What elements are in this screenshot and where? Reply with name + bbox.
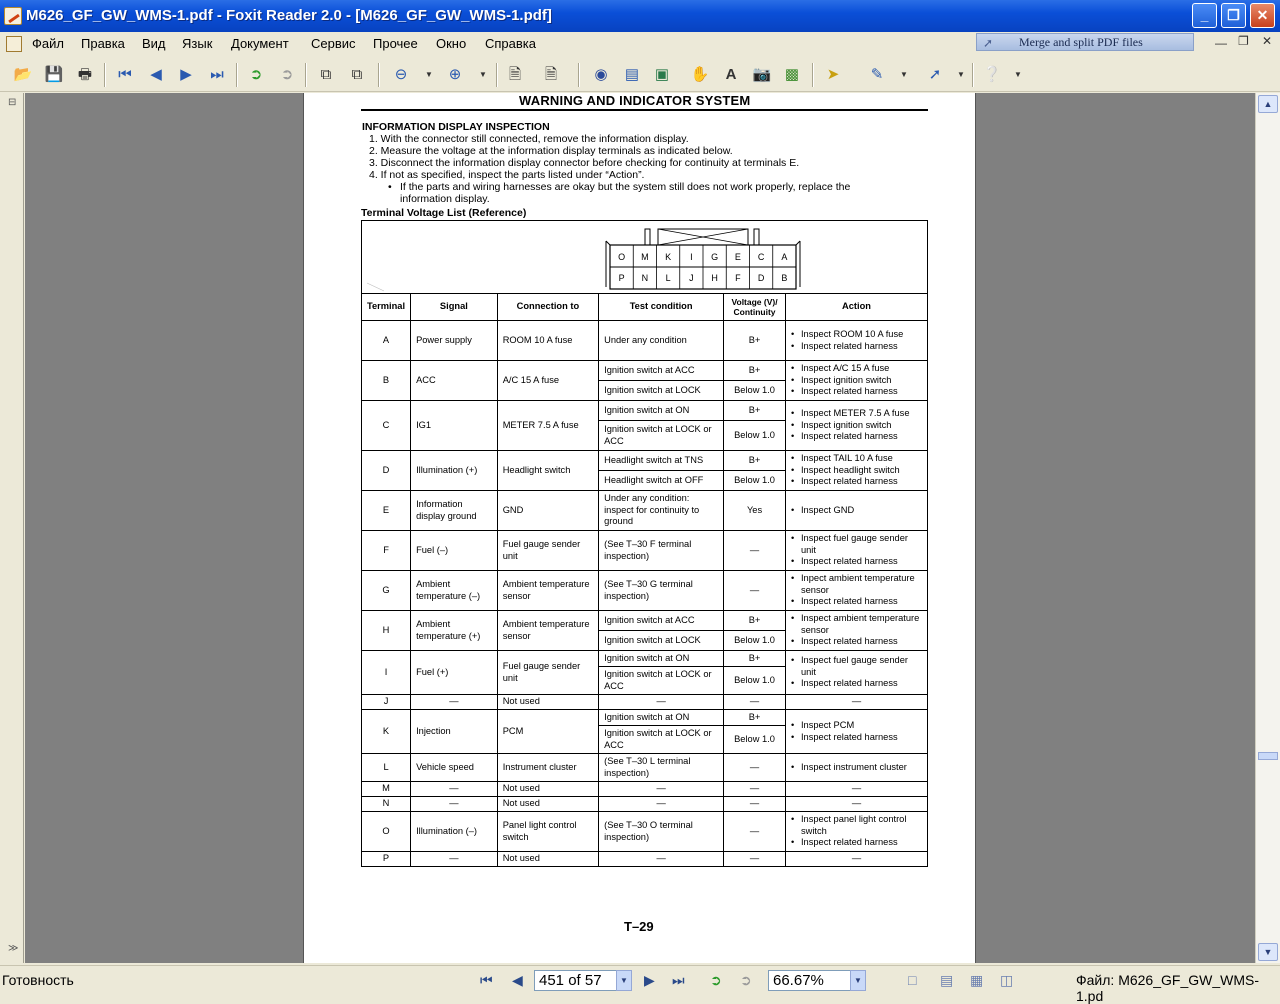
doc-restore-button[interactable]: ❐ [1238,34,1249,48]
step-3: 3. Disconnect the information display connector before checking for continuity at terminals E. [369,157,800,169]
connection-cell: Ambient temperature sensor [497,611,598,651]
table-row [362,710,928,726]
left-panel [0,93,24,963]
voltage-cell: — [724,812,786,852]
action-item: • Inspect GND [791,505,922,517]
signal-cell: — [411,797,498,812]
window-title: M626_GF_GW_WMS-1.pdf - Foxit Reader 2.0 - [M626_GF_GW_WMS-1.pdf] [26,7,552,24]
test-condition-cell: Headlight switch at OFF [599,471,724,491]
test-condition-cell: Ignition switch at LOCK [599,381,724,401]
fit-width-icon[interactable]: 🗎 [544,66,558,83]
last-page-nav-icon[interactable]: ⏭ [672,972,685,988]
voltage-cell: Below 1.0 [724,667,786,695]
terminal-cell: I [362,651,411,695]
back-nav-icon[interactable]: ➲ [710,972,722,988]
test-condition-cell: Ignition switch at ON [599,710,724,726]
action-item: • Inspect headlight switch [791,465,922,477]
status-file: Файл: M626_GF_GW_WMS-1.pd [1076,972,1259,1004]
connection-cell: Panel light control switch [497,812,598,852]
action-item: • Inspect related harness [791,732,922,744]
step-1: 1. With the connector still connected, remove the information display. [369,133,689,145]
action-cell: — [785,695,927,710]
annotate-dropdown-icon[interactable]: ▼ [900,70,908,79]
prev-page-nav-icon[interactable]: ◀ [512,972,523,988]
voltage-cell: B+ [724,651,786,667]
voltage-cell: Yes [724,491,786,531]
test-condition-cell: Ignition switch at ACC [599,361,724,381]
table-row [362,491,928,531]
menu-file[interactable]: Файл [32,36,64,51]
arrow-dropdown-icon[interactable]: ▼ [957,70,965,79]
table-row [362,695,928,710]
action-cell [785,651,927,695]
voltage-cell: B+ [724,710,786,726]
action-item: • Inspect METER 7.5 A fuse [791,408,922,420]
merge-split-label: Merge and split PDF files [1019,35,1143,49]
menu-edit[interactable]: Правка [81,36,125,51]
voltage-cell: Below 1.0 [724,471,786,491]
test-condition-cell: (See T–30 G terminal inspection) [599,571,724,611]
facing-view-icon[interactable]: ▦ [970,972,984,988]
action-item: • Inspect PCM [791,720,922,732]
signal-cell: Information display ground [411,491,498,531]
terminal-cell: G [362,571,411,611]
action-item: • Inspect fuel gauge sender unit [791,655,922,678]
toolbar [0,58,1280,92]
snapshot-icon[interactable]: 📷 [752,66,772,83]
connector-pin-label: L [665,273,671,283]
signal-cell: Fuel (+) [411,651,498,695]
next-page-nav-icon[interactable]: ▶ [644,972,655,988]
doc-close-button[interactable]: ✕ [1262,34,1273,48]
step-4: 4. If not as specified, inspect the parts listed under “Action”. [369,169,645,181]
action-item: • Inspect instrument cluster [791,762,922,774]
zoom-in-icon[interactable]: ⊕ [448,66,462,83]
col-voltage: Voltage (V)/ Continuity [724,294,786,321]
connection-cell: Headlight switch [497,451,598,491]
connector-pin-label: H [711,273,718,283]
action-item: • Inspect related harness [791,556,922,568]
pdf-page [303,93,976,963]
page-header: WARNING AND INDICATOR SYSTEM [519,93,751,108]
note-line-2: information display. [400,193,490,205]
voltage-cell: Below 1.0 [724,726,786,754]
action-item: • Inspect panel light control switch [791,814,922,837]
col-action: Action [785,294,927,321]
signal-cell: Illumination (–) [411,812,498,852]
connection-cell: GND [497,491,598,531]
close-button[interactable]: ✕ [1250,3,1275,28]
annotate-icon[interactable]: ✎ [870,66,884,83]
voltage-cell: — [724,797,786,812]
action-cell [785,451,927,491]
action-cell [785,491,927,531]
connection-cell: METER 7.5 A fuse [497,401,598,451]
connector-pin-label: K [665,252,672,262]
forward-icon[interactable]: ➲ [280,66,294,83]
action-cell [785,812,927,852]
table-row [362,651,928,667]
voltage-cell: B+ [724,361,786,381]
test-condition-cell: Ignition switch at LOCK [599,631,724,651]
menu-language[interactable]: Язык [182,36,213,51]
action-item: • Inspect related harness [791,837,922,849]
status-bar [0,965,1280,1004]
arrow-tool-icon[interactable]: ➚ [928,66,942,83]
thumbnail-icon[interactable]: ▣ [654,66,670,83]
action-item: • Inspect related harness [791,678,922,690]
signal-cell: Ambient temperature (–) [411,571,498,611]
action-cell: — [785,782,927,797]
scroll-up-icon[interactable]: ▲ [1258,95,1278,113]
continuous-view-icon[interactable]: ▤ [940,972,954,988]
signal-cell: ACC [411,361,498,401]
table-row [362,451,928,471]
action-item: • Inspect ambient temperature sensor [791,613,922,636]
terminal-cell: F [362,531,411,571]
prev-page-icon[interactable]: ◀ [150,66,162,83]
section-title: INFORMATION DISPLAY INSPECTION [362,121,550,133]
step-2: 2. Measure the voltage at the information display terminals as indicated below. [369,145,733,157]
test-condition-cell: — [599,797,724,812]
signal-cell: Ambient temperature (+) [411,611,498,651]
table-row [362,361,928,381]
menu-tools[interactable]: Сервис [311,36,356,51]
continuous-facing-view-icon[interactable]: ◫ [1000,972,1014,988]
next-page-icon[interactable]: ▶ [180,66,192,83]
document-icon[interactable] [6,36,22,52]
terminal-cell: D [362,451,411,491]
action-cell [785,710,927,754]
connection-cell: Fuel gauge sender unit [497,651,598,695]
panel-collapse-icon[interactable]: ⊟ [8,97,17,108]
terminal-cell: M [362,782,411,797]
test-condition-cell: Ignition switch at ON [599,651,724,667]
terminal-cell: C [362,401,411,451]
signal-cell: — [411,782,498,797]
test-condition-cell: Ignition switch at LOCK or ACC [599,421,724,451]
connection-cell: Not used [497,782,598,797]
test-condition-cell: — [599,782,724,797]
test-condition-cell: — [599,852,724,867]
note-bullet: • [388,181,392,193]
connector-pin-label: E [734,252,741,262]
test-condition-cell: Under any condition: inspect for continuity to ground [599,491,724,531]
table-header-row [362,294,928,321]
document-viewer[interactable] [25,93,1255,963]
select-cursor-icon[interactable]: ➤ [826,66,840,83]
find-icon[interactable]: ◉ [594,66,608,83]
test-condition-cell: Ignition switch at ON [599,401,724,421]
action-item: • Inpect ambient temperature sensor [791,573,922,596]
signal-cell: — [411,695,498,710]
page-number-input[interactable]: 451 of 57 [534,970,632,991]
table-row [362,754,928,782]
connector-pin-label: M [641,252,649,262]
forward-nav-icon[interactable]: ➲ [740,972,752,988]
signal-cell: Vehicle speed [411,754,498,782]
connection-cell: Not used [497,695,598,710]
voltage-cell: B+ [724,321,786,361]
action-cell: — [785,797,927,812]
connector-pin-label: F [735,273,741,283]
signal-cell: — [411,852,498,867]
connector-pin-label: C [757,252,765,262]
vertical-scrollbar[interactable] [1255,93,1280,963]
connector-pin-label: I [690,252,693,262]
action-cell [785,754,927,782]
voltage-cell: — [724,571,786,611]
connection-cell: Instrument cluster [497,754,598,782]
terminal-cell: O [362,812,411,852]
doc-minimize-button[interactable]: — [1215,36,1227,50]
action-cell [785,401,927,451]
copy-icon[interactable]: ⧉ [320,66,332,83]
connector-diagram-box [361,220,928,294]
voltage-cell: B+ [724,401,786,421]
status-ready: Готовность [2,972,74,988]
connection-cell: PCM [497,710,598,754]
col-signal: Signal [411,294,498,321]
maximize-button[interactable]: ❐ [1221,3,1246,28]
terminal-cell: P [362,852,411,867]
note-line-1: If the parts and wiring harnesses are okay but the system still does not work properly, replace the [400,181,851,193]
action-item: • Inspect ROOM 10 A fuse [791,329,922,341]
signal-cell: Illumination (+) [411,451,498,491]
connection-cell: Not used [497,797,598,812]
image-tool-icon[interactable]: ▩ [784,66,800,83]
connector-pin-label: N [641,273,649,283]
signal-cell: Fuel (–) [411,531,498,571]
scroll-thumb[interactable] [1258,752,1278,760]
terminal-cell: H [362,611,411,651]
menu-help[interactable]: Справка [485,36,536,51]
terminal-cell: L [362,754,411,782]
test-condition-cell: (See T–30 F terminal inspection) [599,531,724,571]
help-icon[interactable]: ❔ [982,66,1002,83]
table-row [362,401,928,421]
connector-pin-label: O [618,252,626,262]
open-icon[interactable]: 📂 [13,66,33,83]
connection-cell: ROOM 10 A fuse [497,321,598,361]
table-row [362,852,928,867]
voltage-cell: — [724,782,786,797]
connector-pin-label: J [689,273,694,283]
back-icon[interactable]: ➲ [249,66,263,83]
zoom-out-icon[interactable]: ⊖ [394,66,408,83]
voltage-cell: — [724,754,786,782]
action-cell [785,361,927,401]
table-row [362,812,928,852]
zoom-in-dropdown-icon[interactable]: ▼ [479,70,487,79]
terminal-cell: A [362,321,411,361]
voltage-cell: — [724,852,786,867]
col-connection: Connection to [497,294,598,321]
table-row [362,611,928,631]
action-cell [785,611,927,651]
voltage-cell: Below 1.0 [724,381,786,401]
terminal-cell: E [362,491,411,531]
terminal-voltage-table [361,293,928,867]
test-condition-cell: Ignition switch at LOCK or ACC [599,667,724,695]
minimize-button[interactable]: _ [1192,3,1217,28]
table-row [362,321,928,361]
action-item: • Inspect related harness [791,431,922,443]
action-cell [785,531,927,571]
first-page-nav-icon[interactable]: ⏮ [480,972,493,988]
connector-pin-label: A [781,252,788,262]
panel-expand-icon[interactable]: ≫ [8,943,19,954]
menu-view[interactable]: Вид [142,36,166,51]
page-number: T–29 [624,919,654,934]
header-rule [361,109,928,111]
terminal-cell: J [362,695,411,710]
save-icon[interactable]: 💾 [44,66,64,83]
menu-window[interactable]: Окно [436,36,467,51]
table-row [362,531,928,571]
action-cell [785,321,927,361]
connector-pin-label: D [757,273,765,283]
connector-pin-label: G [711,252,719,262]
terminal-cell: K [362,710,411,754]
action-cell: — [785,852,927,867]
connection-cell: Not used [497,852,598,867]
page-dropdown-icon[interactable]: ▼ [616,970,632,991]
action-item: • Inspect related harness [791,341,922,353]
action-item: • Inspect related harness [791,596,922,608]
action-cell [785,571,927,611]
zoom-input[interactable]: 66.67% [768,970,866,991]
signal-cell: IG1 [411,401,498,451]
connection-cell: Ambient temperature sensor [497,571,598,611]
col-test-condition: Test condition [599,294,724,321]
signal-cell: Power supply [411,321,498,361]
last-page-icon[interactable]: ⏭ [210,66,224,83]
voltage-cell: B+ [724,611,786,631]
scroll-down-icon[interactable]: ▼ [1258,943,1278,961]
signal-cell: Injection [411,710,498,754]
test-condition-cell: (See T–30 O terminal inspection) [599,812,724,852]
paste-icon[interactable]: ⧉ [351,66,363,83]
connector-pin-label: P [618,273,625,283]
connection-cell: A/C 15 A fuse [497,361,598,401]
merge-split-banner[interactable] [976,33,1194,51]
help-dropdown-icon[interactable]: ▼ [1014,70,1022,79]
terminal-list-title: Terminal Voltage List (Reference) [361,207,527,219]
test-condition-cell: Headlight switch at TNS [599,451,724,471]
print-icon[interactable]: 🖶 [77,66,93,83]
action-item: • Inspect A/C 15 A fuse [791,363,922,375]
table-row [362,782,928,797]
connector-pin-label: B [781,273,788,283]
connector-diagram [362,221,929,295]
test-condition-cell: (See T–30 L terminal inspection) [599,754,724,782]
voltage-cell: Below 1.0 [724,421,786,451]
text-select-icon[interactable]: A [725,66,737,83]
action-item: • Inspect ignition switch [791,375,922,387]
hand-tool-icon[interactable]: ✋ [690,66,710,83]
menu-document[interactable]: Документ [231,36,289,51]
voltage-cell: — [724,695,786,710]
action-item: • Inspect ignition switch [791,420,922,432]
bookmarks-icon[interactable]: ▤ [624,66,640,83]
fit-page-icon[interactable]: 🗎 [508,66,522,83]
test-condition-cell: Ignition switch at LOCK or ACC [599,726,724,754]
arrow-icon: ➚ [983,36,994,50]
col-terminal: Terminal [362,294,411,321]
action-item: • Inspect TAIL 10 A fuse [791,453,922,465]
app-icon [4,7,22,25]
single-page-view-icon[interactable]: □ [908,972,917,988]
table-row [362,571,928,611]
table-row [362,797,928,812]
test-condition-cell: Ignition switch at ACC [599,611,724,631]
menu-other[interactable]: Прочее [373,36,418,51]
zoom-out-dropdown-icon[interactable]: ▼ [425,70,433,79]
action-item: • Inspect related harness [791,386,922,398]
action-item: • Inspect fuel gauge sender unit [791,533,922,556]
test-condition-cell: — [599,695,724,710]
voltage-cell: — [724,531,786,571]
action-item: • Inspect related harness [791,476,922,488]
title-bar [0,0,1280,32]
action-item: • Inspect related harness [791,636,922,648]
voltage-cell: B+ [724,451,786,471]
test-condition-cell: Under any condition [599,321,724,361]
terminal-cell: N [362,797,411,812]
connection-cell: Fuel gauge sender unit [497,531,598,571]
zoom-dropdown-icon[interactable]: ▼ [850,970,866,991]
first-page-icon[interactable]: ⏮ [118,66,132,83]
terminal-cell: B [362,361,411,401]
voltage-cell: Below 1.0 [724,631,786,651]
